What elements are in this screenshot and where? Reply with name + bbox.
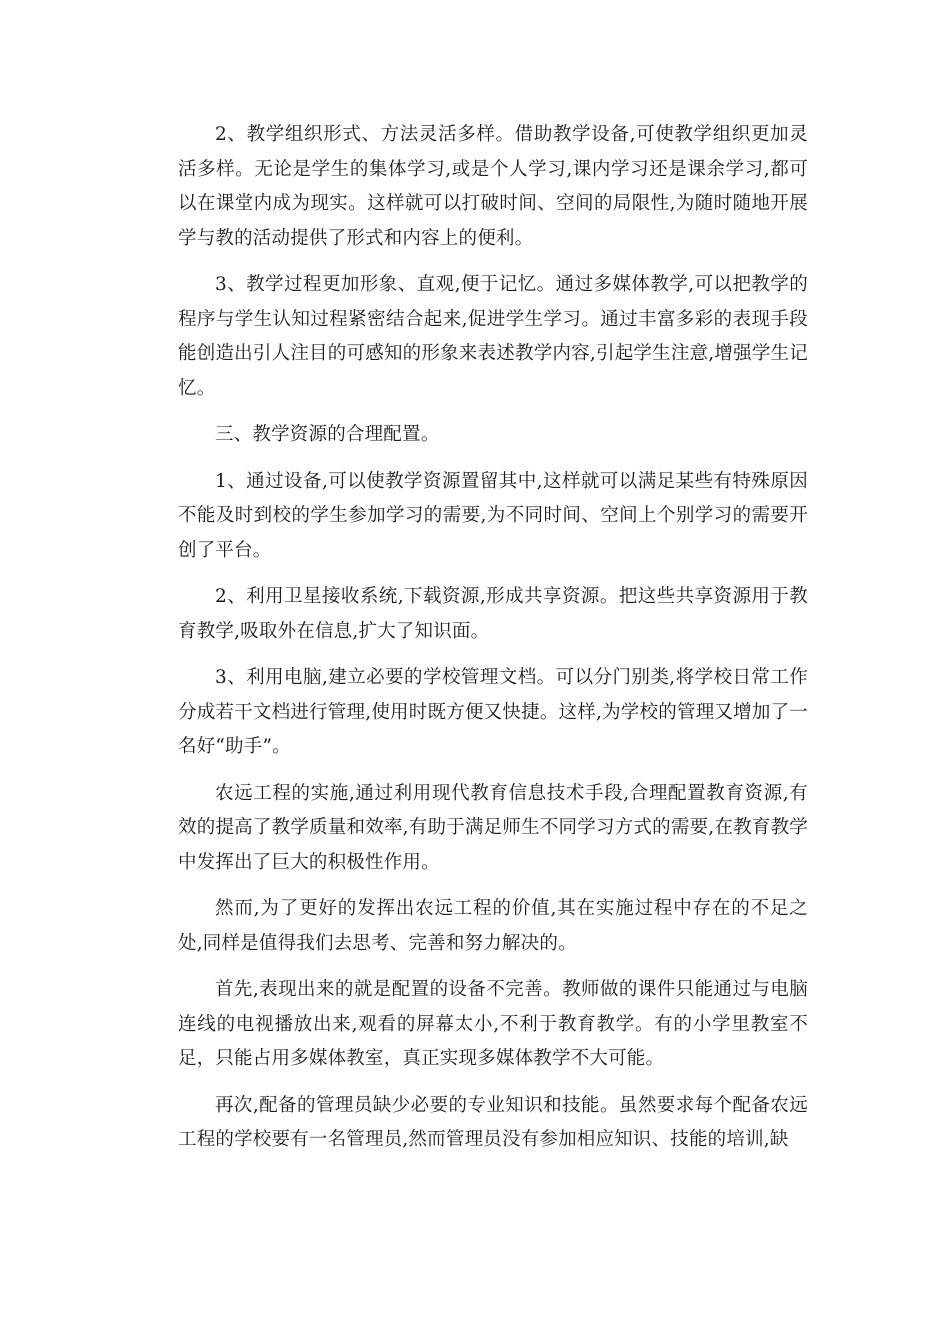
paragraph-satellite-resources: 2、利用卫星接收系统,下载资源,形成共享资源。把这些共享资源用于教育教学,吸取外在信息,扩大了知识面。 [178, 586, 808, 642]
paragraph-equipment-issues: 首先,表现出来的就是配置的设备不完善。教师做的课件只能通过与电脑连线的电视播放出来,观看的屏幕太小,不利于教育教学。有的小学里教室不足，只能占用多媒体教室，真正实现多媒体教学不大可能。 [178, 979, 808, 1069]
paragraph-project-summary: 农远工程的实施,通过利用现代教育信息技术手段,合理配置教育资源,有效的提高了教学质量和效率,有助于满足师生不同学习方式的需要,在教育教学中发挥出了巨大的积极性作用。 [178, 782, 808, 873]
section-heading-resource-allocation: 三、教学资源的合理配置。 [215, 424, 440, 445]
paragraph-teaching-visual: 3、教学过程更加形象、直观,便于记忆。通过多媒体教学,可以把教学的程序与学生认知过程紧密结合起来,促进学生学习。通过丰富多彩的表现手段能创造出引人注目的可感知的形象来表述教学内容,引起学生注意,增强学生记忆。 [178, 274, 808, 399]
paragraph-shortcomings-intro: 然而,为了更好的发挥出农远工程的价值,其在实施过程中存在的不足之处,同样是值得我们去思考、完善和努力解决的。 [178, 898, 808, 954]
paragraph-administrator-issues: 再次,配备的管理员缺少必要的专业知识和技能。虽然要求每个配备农远工程的学校要有一名管理员,然而管理员没有参加相应知识、技能的培训,缺 [178, 1094, 808, 1150]
paragraph-teaching-flexibility: 2、教学组织形式、方法灵活多样。借助教学设备,可使教学组织更加灵活多样。无论是学生的集体学习,或是个人学习,课内学习还是课余学习,都可以在课堂内成为现实。这样就可以打破时间、空间的局限性,为随时随地开展学与教的活动提供了形式和内容上的便利。 [178, 124, 808, 249]
paragraph-school-management: 3、利用电脑,建立必要的学校管理文档。可以分门别类,将学校日常工作分成若干文档进行管理,使用时既方便又快捷。这样,为学校的管理又增加了一名好“助手”。 [178, 667, 808, 757]
paragraph-resource-storage: 1、通过设备,可以使教学资源置留其中,这样就可以满足某些有特殊原因不能及时到校的学生参加学习的需要,为不同时间、空间上个别学习的需要开创了平台。 [178, 470, 808, 561]
document-body [178, 118, 808, 1170]
